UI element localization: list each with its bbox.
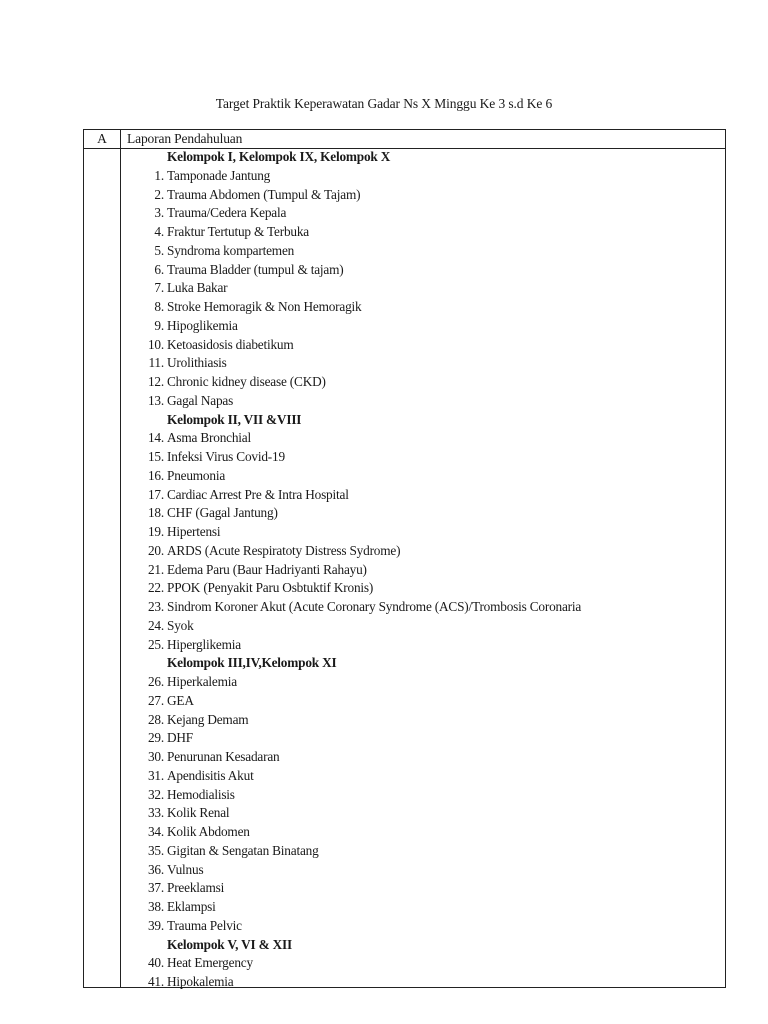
list-item xyxy=(121,429,725,448)
item-text: Apendisitis Akut xyxy=(167,767,254,783)
list-item xyxy=(121,486,725,505)
document-title: Target Praktik Keperawatan Gadar Ns X Minggu Ke 3 s.d Ke 6 xyxy=(215,96,553,111)
item-text: ARDS (Acute Respiratoty Distress Sydrome) xyxy=(167,542,401,558)
list-item xyxy=(121,579,725,598)
item-text: Edema Paru (Baur Hadriyanti Rahayu) xyxy=(167,561,367,577)
list-item xyxy=(121,767,725,786)
item-text: Pneumonia xyxy=(167,467,226,483)
item-number: 5. xyxy=(154,242,164,258)
item-number: 29. xyxy=(147,730,164,746)
item-number: 22. xyxy=(147,580,164,596)
item-number: 32. xyxy=(147,786,164,802)
list-item xyxy=(121,786,725,805)
list-item xyxy=(121,692,725,711)
list-item xyxy=(121,711,725,730)
item-number: 15. xyxy=(147,449,164,464)
list-item xyxy=(121,523,725,542)
item-number: 24. xyxy=(147,617,164,633)
item-text: Hipertensi xyxy=(167,524,221,539)
item-number: 13. xyxy=(147,392,164,408)
list-item xyxy=(121,954,725,973)
section-letter: A xyxy=(97,131,107,146)
list-item xyxy=(121,279,725,298)
item-number: 35. xyxy=(147,842,164,858)
list-item xyxy=(121,673,725,692)
item-text: Ketoasidosis diabetikum xyxy=(167,336,294,352)
item-number: 8. xyxy=(154,299,164,314)
item-text: Tamponade Jantung xyxy=(167,167,271,183)
item-number: 7. xyxy=(154,280,164,296)
item-number: 10. xyxy=(147,336,164,352)
list-item xyxy=(121,392,725,411)
item-number: 36. xyxy=(147,861,164,877)
list-item xyxy=(121,823,725,842)
item-text: Kejang Demam xyxy=(167,711,249,727)
item-text: CHF (Gagal Jantung) xyxy=(167,505,278,521)
item-number: 19. xyxy=(147,524,164,539)
item-number: 25. xyxy=(147,636,164,652)
group-heading xyxy=(121,936,725,955)
item-text: Hemodialisis xyxy=(167,786,235,802)
item-text: Trauma Bladder (tumpul & tajam) xyxy=(167,261,344,277)
item-number: 4. xyxy=(154,224,164,239)
item-number: 41. xyxy=(147,974,164,989)
group-heading xyxy=(121,411,725,430)
item-number: 30. xyxy=(147,749,164,764)
group-heading xyxy=(121,148,725,167)
item-text: Luka Bakar xyxy=(167,280,228,296)
item-text: Stroke Hemoragik & Non Hemoragik xyxy=(167,299,362,314)
item-text: Syok xyxy=(167,617,194,633)
item-text: PPOK (Penyakit Paru Osbtuktif Kronis) xyxy=(167,580,374,596)
group-heading-text: Kelompok V, VI & XII xyxy=(167,936,292,952)
item-number: 34. xyxy=(147,824,164,839)
item-number: 2. xyxy=(154,186,164,202)
item-text: Vulnus xyxy=(167,861,204,877)
item-text: Hipoglikemia xyxy=(167,317,238,333)
list-item xyxy=(121,298,725,317)
item-number: 11. xyxy=(148,355,164,371)
list-item xyxy=(121,804,725,823)
group-heading-text: Kelompok II, VII &VIII xyxy=(167,411,302,427)
list-item xyxy=(121,917,725,936)
item-number: 18. xyxy=(147,505,164,521)
list-item xyxy=(121,354,725,373)
item-text: Infeksi Virus Covid-19 xyxy=(167,449,285,464)
list-item xyxy=(121,598,725,617)
item-number: 38. xyxy=(147,899,164,914)
list-item xyxy=(121,448,725,467)
item-number: 33. xyxy=(147,805,164,821)
item-text: DHF xyxy=(167,730,194,746)
section-label: Laporan Pendahuluan xyxy=(127,131,243,146)
item-number: 9. xyxy=(154,317,164,333)
item-text: Fraktur Tertutup & Terbuka xyxy=(167,224,310,239)
list-item xyxy=(121,861,725,880)
group-heading xyxy=(121,654,725,673)
list-item xyxy=(121,167,725,186)
item-text: Penurunan Kesadaran xyxy=(167,749,280,764)
table-header-row xyxy=(84,130,725,149)
item-number: 1. xyxy=(154,167,164,183)
list-item xyxy=(121,879,725,898)
list-item xyxy=(121,973,725,992)
list-item xyxy=(121,223,725,242)
list-item xyxy=(121,561,725,580)
item-number: 39. xyxy=(147,917,164,933)
item-text: Kolik Renal xyxy=(167,805,230,821)
item-text: Trauma Pelvic xyxy=(167,917,242,933)
item-number: 37. xyxy=(147,880,164,896)
list-item xyxy=(121,617,725,636)
item-number: 3. xyxy=(154,205,164,221)
item-text: Syndroma kompartemen xyxy=(167,242,295,258)
item-text: Urolithiasis xyxy=(167,355,227,371)
item-text: Sindrom Koroner Akut (Acute Coronary Syndrome (ACS)/Trombosis Coronaria xyxy=(167,599,582,614)
item-number: 16. xyxy=(147,467,164,483)
item-number: 28. xyxy=(147,711,164,727)
item-text: Heat Emergency xyxy=(167,955,253,971)
item-number: 23. xyxy=(147,599,164,614)
list-item xyxy=(121,467,725,486)
item-number: 14. xyxy=(147,430,164,446)
list-item xyxy=(121,373,725,392)
list-item xyxy=(121,336,725,355)
item-text: Chronic kidney disease (CKD) xyxy=(167,374,326,389)
item-text: Hiperkalemia xyxy=(167,674,237,689)
list-item xyxy=(121,261,725,280)
item-text: Trauma Abdomen (Tumpul & Tajam) xyxy=(167,186,361,202)
list-item xyxy=(121,842,725,861)
item-number: 21. xyxy=(147,561,164,577)
item-text: Preeklamsi xyxy=(167,880,225,896)
requirements-table xyxy=(83,129,726,988)
list-item xyxy=(121,242,725,261)
list-item xyxy=(121,317,725,336)
list-item xyxy=(121,542,725,561)
item-number: 17. xyxy=(147,486,164,502)
list-item xyxy=(121,504,725,523)
item-text: Trauma/Cedera Kepala xyxy=(167,205,287,221)
item-text: Kolik Abdomen xyxy=(167,824,250,839)
item-text: GEA xyxy=(167,692,194,708)
item-text: Gigitan & Sengatan Binatang xyxy=(167,842,319,858)
item-number: 31. xyxy=(147,767,164,783)
item-number: 12. xyxy=(147,374,164,389)
item-number: 27. xyxy=(147,692,164,708)
item-text: Gagal Napas xyxy=(167,392,234,408)
list-item xyxy=(121,636,725,655)
item-text: Asma Bronchial xyxy=(167,430,251,446)
list-item xyxy=(121,204,725,223)
group-heading-text: Kelompok I, Kelompok IX, Kelompok X xyxy=(167,149,391,164)
item-number: 6. xyxy=(154,261,164,277)
list-item xyxy=(121,748,725,767)
item-text: Hiperglikemia xyxy=(167,636,241,652)
list-item xyxy=(121,898,725,917)
item-text: Cardiac Arrest Pre & Intra Hospital xyxy=(167,486,349,502)
topic-list xyxy=(121,148,725,987)
list-item xyxy=(121,186,725,205)
item-text: Eklampsi xyxy=(167,899,216,914)
group-heading-text: Kelompok III,IV,Kelompok XI xyxy=(167,655,337,671)
list-item xyxy=(121,729,725,748)
item-number: 20. xyxy=(147,542,164,558)
item-number: 40. xyxy=(147,955,164,971)
item-number: 26. xyxy=(147,674,164,689)
item-text: Hipokalemia xyxy=(167,974,234,989)
